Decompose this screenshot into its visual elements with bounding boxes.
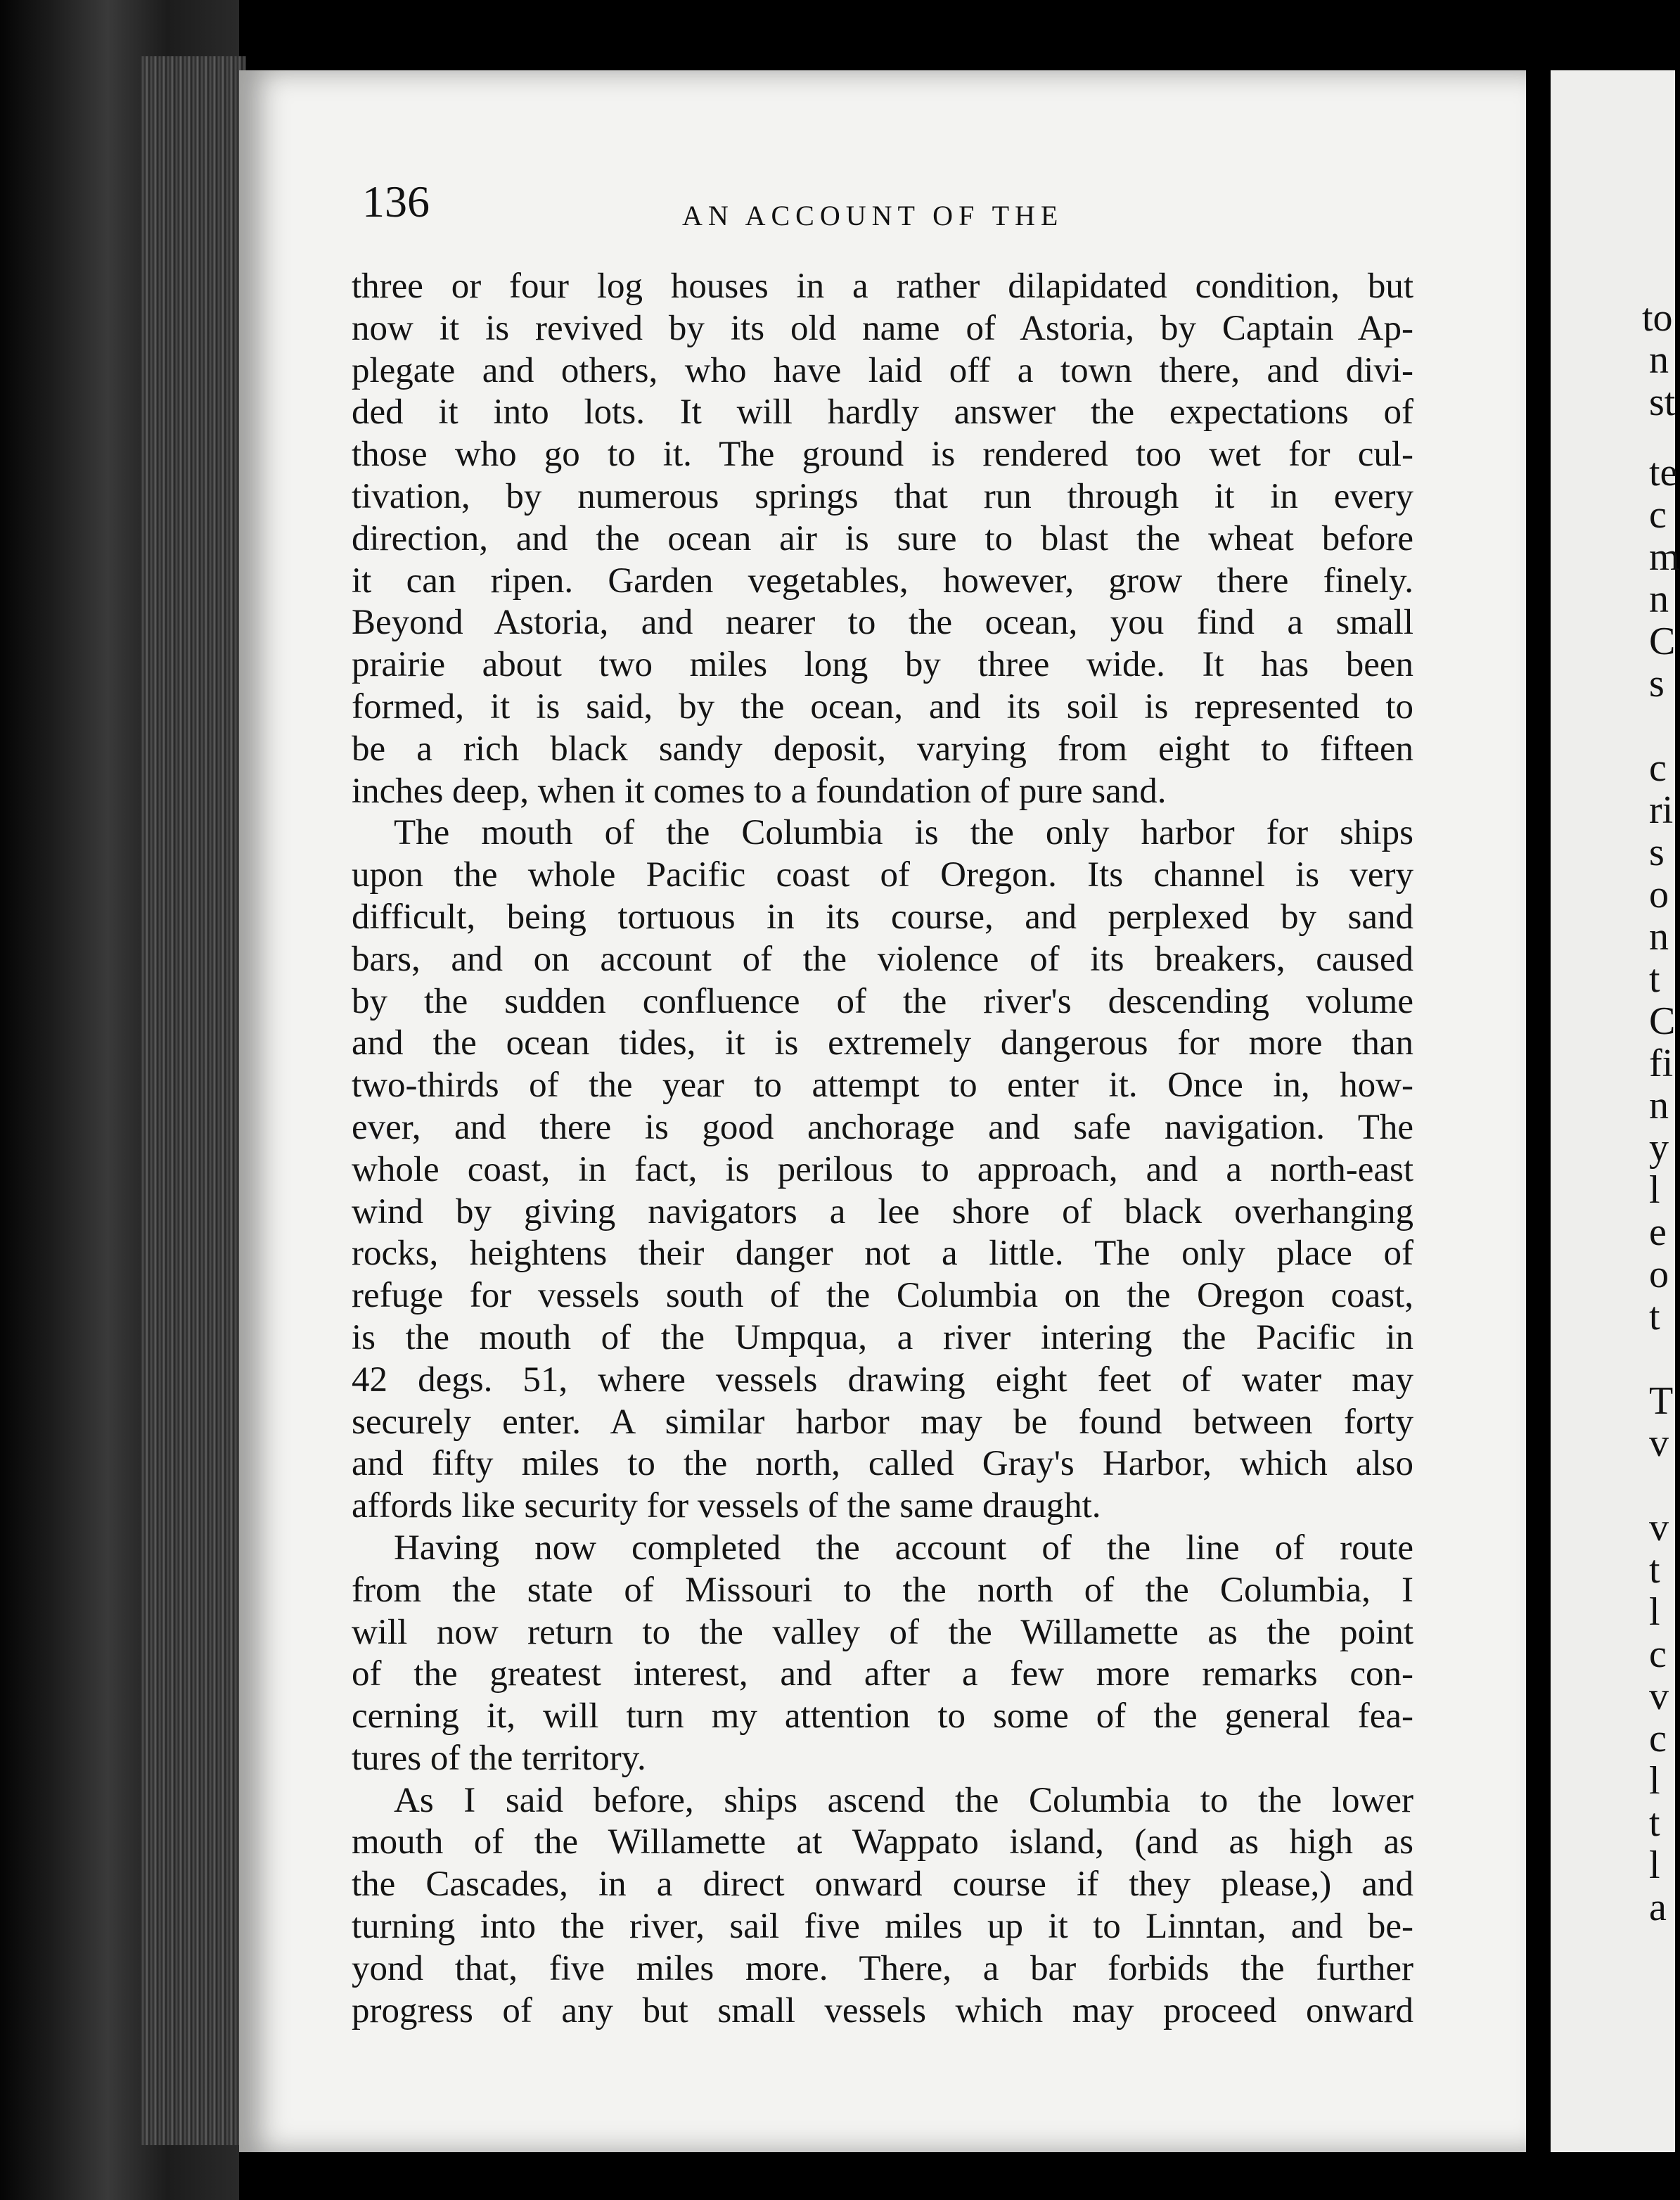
text-line: The mouth of the Columbia is the only harbor for ships [394,813,1413,853]
facing-text-fragment: s [1649,831,1665,874]
facing-text-fragment: c [1649,746,1667,790]
text-line: Beyond Astoria, and nearer to the ocean, you find a small [352,603,1413,643]
text-line: it can ripen. Garden vegetables, however, grow there finely. [352,561,1413,601]
facing-text-fragment: l [1649,1843,1660,1887]
facing-text-fragment: c [1649,493,1667,537]
facing-text-fragment: T [1649,1379,1674,1423]
facing-text-fragment: st [1649,380,1676,424]
text-line: securely enter. A similar harbor may be found between forty [352,1402,1413,1442]
facing-text-fragment: t [1649,1801,1660,1845]
text-line: will now return to the valley of the Willamette as the point [352,1612,1413,1652]
text-line: from the state of Missouri to the north of the Columbia, I [352,1570,1413,1610]
facing-text-fragment: o [1649,1253,1669,1296]
text-line: the Cascades, in a direct onward course if they please,) and [352,1865,1413,1905]
facing-text-fragment: t [1649,1295,1660,1338]
facing-page [1551,70,1680,2152]
page-edges [141,56,246,2145]
facing-text-fragment: n [1649,577,1669,621]
text-line: whole coast, in fact, is perilous to approach, and a north-east [352,1149,1413,1189]
text-line: inches deep, when it comes to a foundation of pure sand. [352,771,1167,811]
running-head: AN ACCOUNT OF THE [682,200,1064,231]
text-line: tures of the territory. [352,1738,646,1778]
text-line: upon the whole Pacific coast of Oregon. Its channel is very [352,855,1413,895]
text-line: direction, and the ocean air is sure to blast the wheat before [352,518,1413,558]
body-text [352,266,1413,2032]
text-line: Having now completed the account of the line of route [394,1528,1413,1568]
facing-text-fragment: n [1649,1084,1669,1127]
text-line: 42 degs. 51, where vessels drawing eight feet of water may [352,1360,1413,1400]
text-line: plegate and others, who have laid off a town there, and divi- [352,350,1413,390]
text-line: ded it into lots. It will hardly answer the expectations of [352,392,1413,433]
text-line: yond that, five miles more. There, a bar forbids the further [352,1948,1413,1988]
facing-text-fragment: to [1642,296,1673,340]
text-line: cerning it, will turn my attention to some of the general fea- [352,1696,1413,1737]
text-line: turning into the river, sail five miles up it to Linntan, and be- [352,1907,1413,1947]
facing-text-fragment: m [1649,535,1680,579]
text-line: refuge for vessels south of the Columbia on the Oregon coast, [352,1276,1413,1316]
facing-text-fragment: C [1649,999,1676,1043]
facing-text-fragment: te [1649,451,1678,494]
facing-text-fragment: v [1649,1675,1669,1718]
facing-text-fragment: ri [1649,788,1674,832]
text-line: ever, and there is good anchorage and safe navigation. The [352,1107,1413,1147]
text-line: two-thirds of the year to attempt to enter it. Once in, how- [352,1066,1413,1106]
facing-text-fragment: s [1649,662,1665,705]
facing-text-fragment: fi [1649,1042,1674,1085]
facing-text-fragment: l [1649,1759,1660,1803]
text-line: formed, it is said, by the ocean, and its soil is represented to [352,686,1413,727]
facing-text-fragment: v [1649,1506,1669,1549]
text-line: wind by giving navigators a lee shore of black overhanging [352,1191,1413,1232]
text-line: mouth of the Willamette at Wappato island, (and as high as [352,1822,1413,1862]
page-gutter [1526,0,1551,2200]
facing-text-fragment: v [1649,1421,1669,1465]
text-line: those who go to it. The ground is rendered too wet for cul- [352,435,1413,475]
facing-text-fragment: a [1649,1886,1667,1929]
facing-text-fragment: l [1649,1590,1660,1634]
facing-text-fragment: n [1649,915,1669,959]
facing-text-fragment: e [1649,1210,1667,1254]
facing-text-fragment: t [1649,957,1660,1001]
text-line: difficult, being tortuous in its course, and perplexed by sand [352,897,1413,937]
text-line: now it is revived by its old name of Astoria, by Captain Ap- [352,308,1413,348]
text-line: is the mouth of the Umpqua, a river intering the Pacific in [352,1317,1413,1357]
text-line: As I said before, ships ascend the Columbia to the lower [394,1780,1413,1820]
text-line: of the greatest interest, and after a few more remarks con- [352,1654,1413,1694]
page-number: 136 [362,177,430,226]
facing-text-fragment: y [1649,1126,1669,1170]
facing-text-fragment: c [1649,1632,1667,1676]
text-line: tivation, by numerous springs that run through it in every [352,476,1413,516]
text-line: by the sudden confluence of the river's descending volume [352,981,1413,1021]
facing-text-fragment: c [1649,1717,1667,1760]
text-line: and fifty miles to the north, called Gray's Harbor, which also [352,1444,1413,1484]
facing-text-fragment: C [1649,620,1676,663]
text-line: and the ocean tides, it is extremely dangerous for more than [352,1023,1413,1063]
text-line: rocks, heightens their danger not a little. The only place of [352,1234,1413,1274]
text-line: progress of any but small vessels which may proceed onward [352,1990,1413,2030]
facing-text-fragment: n [1649,338,1669,382]
facing-text-fragment: t [1649,1548,1660,1592]
facing-text-fragment: o [1649,873,1669,916]
facing-text-fragment: l [1649,1168,1660,1212]
text-line: prairie about two miles long by three wide. It has been [352,645,1413,685]
text-line: be a rich black sandy deposit, varying from eight to fifteen [352,729,1413,769]
text-line: bars, and on account of the violence of its breakers, caused [352,939,1413,979]
text-line: affords like security for vessels of the same draught. [352,1486,1101,1526]
text-line: three or four log houses in a rather dilapidated condition, but [352,267,1413,306]
